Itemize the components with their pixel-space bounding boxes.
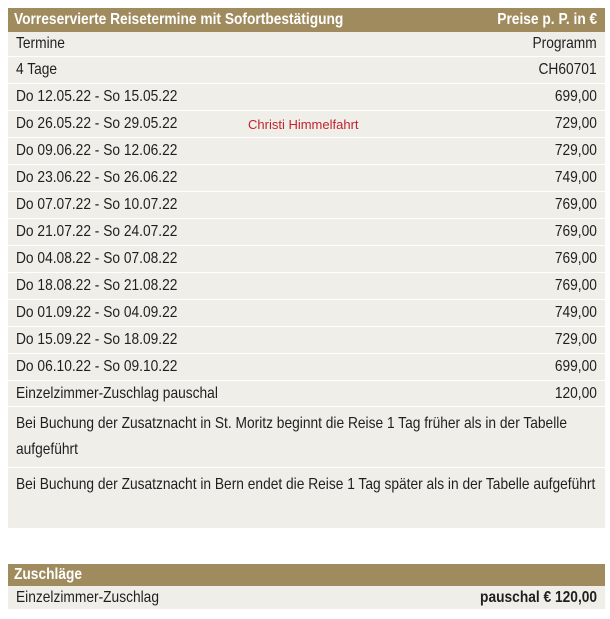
price: 699,00: [554, 358, 597, 375]
zuschlaege-table: [8, 564, 605, 610]
note-st-moritz-row: [8, 407, 605, 468]
date-range: Do 01.09.22 - So 04.09.22: [16, 304, 178, 321]
table-row: [8, 84, 605, 111]
header-programm: Programm: [532, 35, 597, 52]
table-row: [8, 246, 605, 273]
single-supplement-row: [8, 381, 605, 407]
price: 749,00: [554, 304, 597, 321]
zuschlaege-row: [8, 586, 605, 610]
date-range: Do 18.08.22 - So 21.08.22: [16, 277, 178, 294]
table-row: [8, 138, 605, 165]
date-range: Do 09.06.22 - So 12.06.22: [16, 142, 178, 159]
price: 769,00: [554, 223, 597, 240]
price-note: Preise p. P. in €: [497, 11, 597, 28]
zuschlaege-value: pauschal € 120,00: [479, 588, 597, 606]
table-row: [8, 273, 605, 300]
duration-label: 4 Tage: [16, 61, 58, 78]
table-row: [8, 327, 605, 354]
date-range: Do 21.07.22 - So 24.07.22: [16, 223, 178, 240]
single-supplement-label: Einzelzimmer-Zuschlag pauschal: [16, 384, 218, 402]
date-range: Do 12.05.22 - So 15.05.22: [16, 88, 178, 105]
zuschlaege-title: Zuschläge: [14, 566, 83, 583]
date-range: Do 26.05.22 - So 29.05.22: [16, 115, 178, 132]
date-range: Do 06.10.22 - So 09.10.22: [16, 358, 178, 375]
table-row: [8, 354, 605, 381]
note-st-moritz: Bei Buchung der Zusatznacht in St. Moritz beginnt die Reise 1 Tag früher als in der Tabelle aufgeführt: [16, 415, 567, 458]
header-termine: Termine: [16, 35, 65, 52]
price: 699,00: [554, 88, 597, 105]
zuschlaege-label: Einzelzimmer-Zuschlag: [16, 588, 159, 606]
price: 769,00: [554, 250, 597, 267]
zuschlaege-header-bar: [8, 564, 605, 586]
date-rows: [8, 84, 605, 381]
price: 769,00: [554, 196, 597, 213]
table-row: [8, 192, 605, 219]
note-bern-row: [8, 468, 605, 529]
table-row: [8, 165, 605, 192]
table-row: [8, 300, 605, 327]
price: 769,00: [554, 277, 597, 294]
column-header-row: [8, 32, 605, 57]
single-supplement-price: 120,00: [554, 384, 597, 402]
date-range: Do 07.07.22 - So 10.07.22: [16, 196, 178, 213]
program-code: CH60701: [538, 61, 597, 78]
note-bern: Bei Buchung der Zusatznacht in Bern endet die Reise 1 Tag später als in der Tabelle aufgeführt: [16, 476, 596, 493]
date-range: Do 23.06.22 - So 26.06.22: [16, 169, 178, 186]
date-range: Do 15.09.22 - So 18.09.22: [16, 331, 178, 348]
reisetermine-table: [8, 8, 605, 529]
table-header-bar: [8, 8, 605, 32]
duration-row: [8, 57, 605, 84]
price: 749,00: [554, 169, 597, 186]
table-row: [8, 111, 605, 138]
price: 729,00: [554, 115, 597, 132]
holiday-note: Christi Himmelfahrt: [248, 116, 359, 132]
date-range: Do 04.08.22 - So 07.08.22: [16, 250, 178, 267]
table-title: Vorreservierte Reisetermine mit Sofortbestätigung: [14, 11, 344, 28]
table-row: [8, 219, 605, 246]
price: 729,00: [554, 331, 597, 348]
price: 729,00: [554, 142, 597, 159]
